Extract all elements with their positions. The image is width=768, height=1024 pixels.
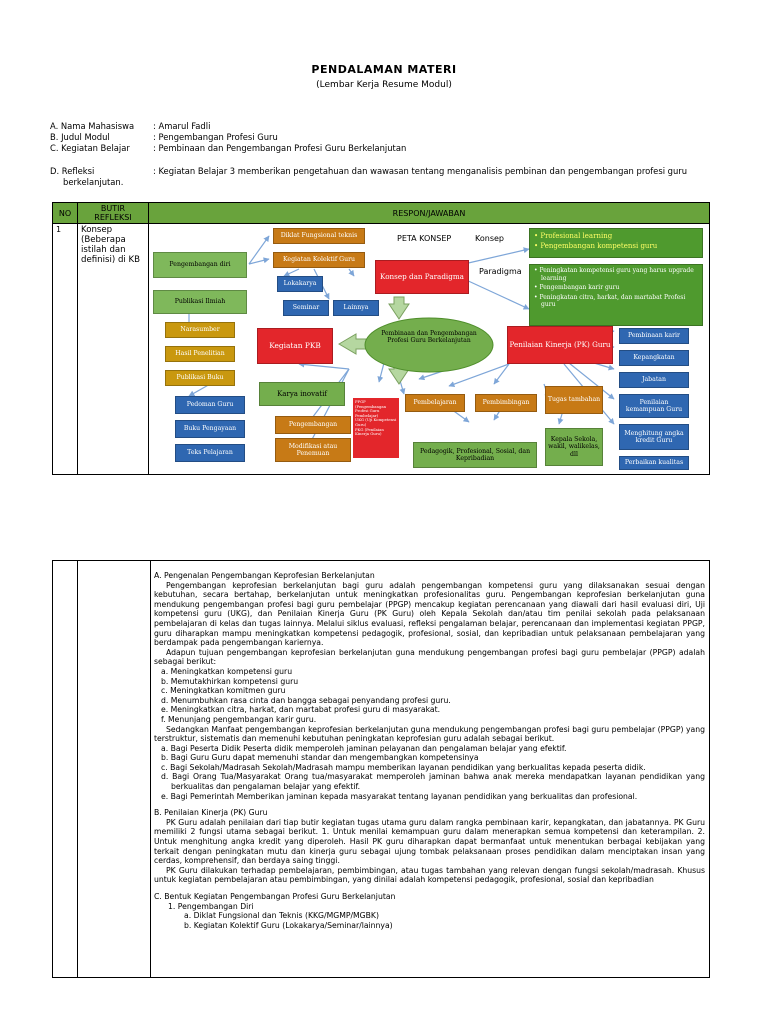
paradigma-list-item: • Peningkatan kompetensi guru yang harus upgrade learning <box>534 267 694 282</box>
map-node-teks-pelajaran: Teks Pelajaran <box>175 444 245 462</box>
info-key-cont: berkelanjutan. <box>63 177 124 187</box>
info-key: D. Refleksi <box>50 166 95 176</box>
section-c-item-1b: b. Kegiatan Kolektif Guru (Lokakarya/Seminar/lainnya) <box>184 920 393 930</box>
section-b-p1: PK Guru adalah penilaian dari tiap butir kegiatan tugas utama guru dalam rangka pembinaan karir, kepangkatan, dan jabatannya. PK Guru memiliki 2 fungsi utama sebagai berikut. 1. Untuk menilai kemampuan guru dalam menerapkan semua kompetensi dan keterampilan. 2. Untuk menghitung angka kredit yang diperoleh. Hasil PK guru diharapkan dapat bermanfaat untuk menentukan berbagai kebijakan yang terkait dengan peningkatan mutu dan kinerja guru sebagai ujung tombak pelaksanaan proses pendidikan dalam menciptakan insan yang cerdas, komprehensif, dan berdaya saing tinggi. <box>154 817 705 866</box>
map-node-tugas-tambahan: Tugas tambahan <box>545 386 603 414</box>
section-c-item-1: 1. Pengembangan Diri <box>168 901 254 911</box>
map-node-buku-pengayaan: Buku Pengayaan <box>175 420 245 438</box>
manfaat-item: b. Bagi Guru Guru dapat memenuhi standar dan mengembangkan kompetensinya <box>161 753 479 763</box>
paradigma-item-text: Pengembangan karir guru <box>539 284 620 292</box>
map-node-lokakarya: Lokakarya <box>277 276 323 292</box>
info-key: A. Nama Mahasiswa <box>50 121 135 131</box>
page-title: PENDALAMAN MATERI <box>311 63 457 76</box>
ppgp-item: PPGP (Pengembangan Profesi Guru Pembelajar) <box>355 399 387 418</box>
map-node-diklat: Diklat Fungsional teknis <box>273 228 365 244</box>
section-c-title: C. Bentuk Kegiatan Pengembangan Profesi Guru Berkelanjutan <box>154 892 396 901</box>
info-value: : Kegiatan Belajar 3 memberikan pengetahuan dan wawasan tentang menganalisis pembinan dan pengembangan profesi guru <box>153 166 688 176</box>
section-a-p3: Sedangkan Manfaat pengembangan keprofesian berkelanjutan guna mendukung pengembangan profesi bagi guru pembelajar (PPGP) yang terstruktur, sistematis dan memenuhi kebutuhan peningkatan keprofesian guru adalah sebagai berikut. <box>154 724 705 744</box>
manfaat-item: d. Bagi Orang Tua/Masyarakat Orang tua/masyarakat memperoleh jaminan bahwa anak mereka mendapatkan layanan pendidikan yang berkualitas dan pengalaman belajar yang efektif. <box>161 772 705 792</box>
info-key: B. Judul Modul <box>50 132 110 142</box>
row-butir: Konsep (Beberapa istilah dan definisi) di KB <box>78 224 149 475</box>
map-node-paradigma-list <box>529 264 703 326</box>
info-value: : Pembinaan dan Pengembangan Profesi Guru Berkelanjutan <box>153 143 407 153</box>
info-value: : Amarul Fadli <box>153 121 211 131</box>
page-subtitle: (Lembar Kerja Resume Modul) <box>316 80 452 90</box>
konsep-list-item: • Profesional learning <box>534 232 613 240</box>
concept-map <box>149 224 709 472</box>
map-node-pengembangan: Pengembangan <box>275 416 351 434</box>
map-node-ppgp <box>353 398 399 458</box>
tujuan-item: e. Meningkatkan citra, harkat, dan martabat profesi guru di masyarakat. <box>161 705 441 715</box>
reflection-table <box>52 202 710 475</box>
section-a-title: A. Pengenalan Pengembangan Keprofesian Berkelanjutan <box>154 571 375 580</box>
continuation-table <box>52 560 710 978</box>
concept-map-cell <box>149 224 710 475</box>
map-node-konsep-list <box>529 228 703 258</box>
tujuan-item: b. Memutakhirkan kompetensi guru <box>161 676 299 686</box>
map-node-right-4: Penilaian kemampuan Guru <box>619 394 689 418</box>
map-node-publikasi-ilmiah: Publikasi Ilmiah <box>153 290 247 314</box>
cont-no <box>53 561 78 978</box>
konsep-list-item: • Pengembangan kompetensi guru <box>534 242 658 250</box>
header-no: NO <box>53 203 78 224</box>
tujuan-item: c. Meningkatkan komitmen guru <box>161 686 286 696</box>
cont-butir <box>78 561 151 978</box>
section-a-p2: Adapun tujuan pengembangan keprofesian berkelanjutan guna mendukung pengembangan profesi bagi guru pembelajar (PPGP) adalah sebagai berikut: <box>154 647 705 667</box>
row-no: 1 <box>53 224 78 475</box>
map-node-pedoman-guru: Pedoman Guru <box>175 396 245 414</box>
manfaat-item: c. Bagi Sekolah/Madrasah Sekolah/Madrasah mampu memberikan layanan pendidikan yang berkualitas kepada peserta didik. <box>161 762 646 772</box>
map-node-hasil-penelitian: Hasil Penelitian <box>165 346 235 362</box>
map-node-lainnya: Lainnya <box>333 300 379 316</box>
paradigma-item-text: Peningkatan citra, harkat, dan martabat Profesi guru <box>539 293 686 309</box>
ppgp-item: PKG (Penilaian Kinerja Guru) <box>355 426 384 437</box>
tujuan-item: f. Menunjang pengembangan karir guru. <box>161 714 317 724</box>
info-row-nama <box>50 121 730 132</box>
map-node-center: Pembinaan dan Pengembangan Profesi Guru Berkelanjutan <box>381 330 477 344</box>
map-node-konsep-paradigma: Konsep dan Paradigma <box>375 260 469 294</box>
info-row-kegiatan <box>50 143 730 154</box>
header-butir: BUTIR REFLEKSI <box>78 203 149 224</box>
info-value: : Pengembangan Profesi Guru <box>153 132 278 142</box>
section-b-p2: PK Guru dilakukan terhadap pembelajaran, pembimbingan, atau tugas tambahan yang relevan dengan fungsi sekolah/madrasah. Khusus untuk kegiatan pembelajaran atau pembimbingan, yang dinilai adalah kompetensi pedagogik, profesional, sosial dan kepribadian <box>154 865 705 885</box>
map-node-pk-guru: Penilaian Kinerja (PK) Guru <box>507 326 613 364</box>
paradigma-item-text: Peningkatan kompetensi guru yang harus upgrade learning <box>539 267 694 282</box>
map-node-publikasi-buku: Publikasi Buku <box>165 370 235 386</box>
section-c-item-1a: a. Diklat Fungsional dan Teknis (KKG/MGMP/MGBK) <box>184 911 379 921</box>
map-node-pembelajaran: Pembelajaran <box>405 394 465 412</box>
map-node-right-6: Perbaikan kualitas <box>619 456 689 470</box>
cont-respon <box>151 561 710 978</box>
map-node-right-3: Jabatan <box>619 372 689 388</box>
konsep-label: Konsep <box>475 234 504 243</box>
map-node-kompetensi: Pedagogik, Profesional, Sosial, dan Kepribadian <box>413 442 537 468</box>
map-node-narasumber: Narasumber <box>165 322 235 338</box>
manfaat-item: a. Bagi Peserta Didik Peserta didik memperoleh jaminan pelayanan dan pengalaman belajar yang efektif. <box>161 743 567 753</box>
map-node-kegiatan-pkb: Kegiatan PKB <box>257 328 333 364</box>
map-node-karya-inovatif: Karya inovatif <box>259 382 345 406</box>
header-respon: RESPON/JAWABAN <box>149 203 710 224</box>
paradigma-list-item: • Pengembangan karir guru <box>534 284 620 292</box>
resume-text <box>151 561 709 930</box>
map-node-right-1: Pembinaan karir <box>619 328 689 344</box>
map-node-pembimbingan: Pembimbingan <box>475 394 537 412</box>
info-row-judul <box>50 132 730 143</box>
tujuan-item: a. Meningkatkan kompetensi guru <box>161 666 293 676</box>
map-node-seminar: Seminar <box>283 300 329 316</box>
map-node-kepala: Kepala Sekola, wakil, walikelas, dll <box>545 428 603 466</box>
konsep-item-text: Profesional learning <box>540 232 613 240</box>
konsep-item-text: Pengembangan kompetensi guru <box>540 242 658 250</box>
info-key: C. Kegiatan Belajar <box>50 143 130 153</box>
tujuan-item: d. Menumbuhkan rasa cinta dan bangga sebagai penyandang profesi guru. <box>161 695 451 705</box>
section-b-title: B. Penilaian Kinerja (PK) Guru <box>154 808 268 818</box>
paradigma-label: Paradigma <box>479 267 522 276</box>
info-row-refleksi <box>50 166 730 188</box>
map-node-right-2: Kepangkatan <box>619 350 689 366</box>
paradigma-list-item: • Peningkatan citra, harkat, dan martabat Profesi guru <box>534 293 686 309</box>
ppgp-item: UKG (Uji Kompetensi Guru) <box>355 417 397 427</box>
map-node-modifikasi: Modifikasi atau Penemuan <box>275 438 351 462</box>
manfaat-item: e. Bagi Pemerintah Memberikan jaminan kepada masyarakat tentang layanan pendidikan yang berkualitas dan profesional. <box>161 791 638 801</box>
peta-konsep-label: PETA KONSEP <box>397 234 452 243</box>
section-a-p1: Pengembangan keprofesian berkelanjutan bagi guru adalah pengembangan kompetensi guru yang dilaksanakan sesuai dengan kebutuhan, secara bertahap, berkelanjutan untuk meningkatkan profesionalitas guru. Pengembangan keprofesian berkelanjutan guna mendukung pengembangan profesi bagi guru pembelajar (PPGP) mencakup kegiatan perencanaan yang diawali dari hasil evaluasi diri, Uji kompetensi guru (UKG), dan Penilaian Kinerja Guru (PK Guru) oleh Kepala Sekolah dan/atau tim penilai sekolah pada pelaksanaan pembelajaran di kelas dan tugas lainnya. Melalui siklus evaluasi, refleksi pengalaman belajar, perencanaan dan implementasi kegiatan PPGP, guru diharapkan mampu meningkatkan kompetensi pedagogik, profesional, sosial, dan kepribadian untuk pelaksanaan pembelajaran yang berdampak pada pengembangan kariernya. <box>154 580 705 648</box>
map-node-kegiatan-kolektif: Kegiatan Kolektif Guru <box>273 252 365 268</box>
map-node-right-5: Menghitung angka kredit Guru <box>619 424 689 450</box>
map-node-pengembangan-diri: Pengembangan diri <box>153 252 247 278</box>
